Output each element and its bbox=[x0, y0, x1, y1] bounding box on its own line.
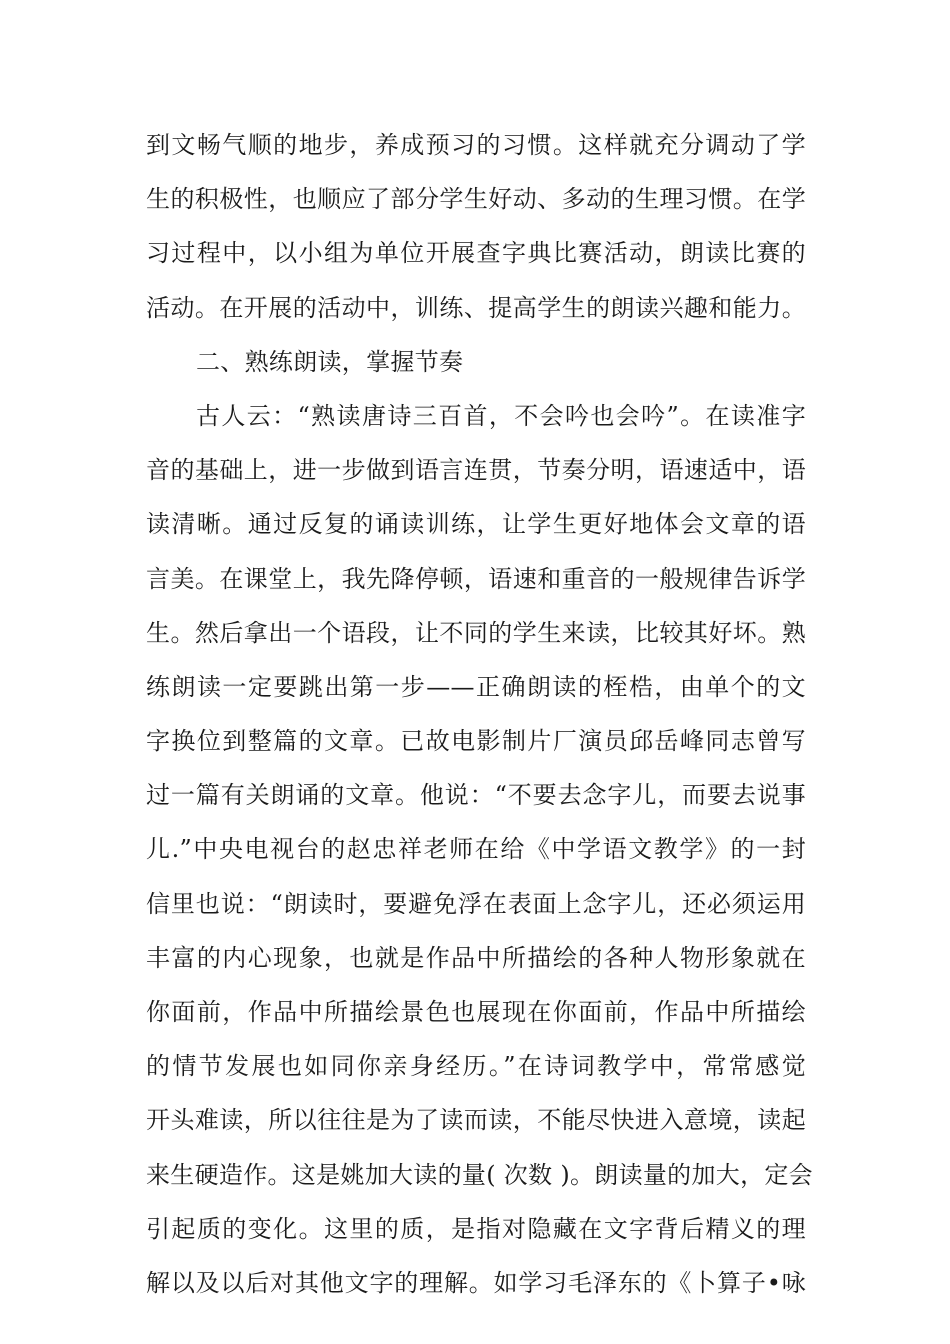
text-line: 读清晰。通过反复的诵读训练，让学生更好地体会文章的语 bbox=[146, 510, 806, 539]
text-line: 音的基础上，进一步做到语言连贯，节奏分明，语速适中，语 bbox=[146, 456, 806, 485]
body-text bbox=[146, 118, 813, 1310]
text-line: 儿.”中央电视台的赵忠祥老师在给《中学语文教学》的一封 bbox=[146, 835, 806, 864]
text-line: 言美。在课堂上，我先降停顿，语速和重音的一般规律告诉学 bbox=[146, 564, 806, 593]
text-line: 字换位到整篇的文章。已故电影制片厂演员邱岳峰同志曾写 bbox=[146, 727, 806, 756]
text-line: 开头难读，所以往往是为了读而读，不能尽快进入意境，读起 bbox=[146, 1106, 806, 1135]
text-line: 习过程中，以小组为单位开展查字典比赛活动，朗读比赛的 bbox=[146, 239, 806, 268]
text-line: 过一篇有关朗诵的文章。他说：“不要去念字儿，而要去说事 bbox=[146, 781, 806, 810]
text-line: 信里也说：“朗读时，要避免浮在表面上念字儿，还必须运用 bbox=[146, 889, 806, 918]
text-line: 的情节发展也如同你亲身经历。”在诗词教学中，常常感觉 bbox=[146, 1052, 806, 1081]
text-line: 练朗读一定要跳出第一步——正确朗读的桎梏，由单个的文 bbox=[146, 672, 806, 701]
text-line: 生。然后拿出一个语段，让不同的学生来读，比较其好坏。熟 bbox=[146, 618, 806, 647]
text-line: 你面前，作品中所描绘景色也展现在你面前，作品中所描绘 bbox=[146, 998, 806, 1026]
text-line: 来生硬造作。这是姚加大读的量( 次数 )。朗读量的加大，定会 bbox=[146, 1160, 813, 1189]
text-line: 解以及以后对其他文字的理解。如学习毛泽东的《卜算子•咏 bbox=[146, 1268, 806, 1297]
text-line: 丰富的内心现象，也就是作品中所描绘的各种人物形象就在 bbox=[146, 943, 806, 972]
text-line: 古人云：“熟读唐诗三百首，不会吟也会吟”。在读准字 bbox=[196, 401, 806, 430]
text-line: 生的积极性，也顺应了部分学生好动、多动的生理习惯。在学 bbox=[146, 185, 806, 214]
section-heading: 二、熟练朗读，掌握节奏 bbox=[196, 347, 464, 376]
text-line: 引起质的变化。这里的质，是指对隐藏在文字背后精义的理 bbox=[146, 1214, 806, 1243]
text-line: 活动。在开展的活动中，训练、提高学生的朗读兴趣和能力。 bbox=[146, 293, 806, 322]
text-line: 到文畅气顺的地步，养成预习的习惯。这样就充分调动了学 bbox=[146, 131, 806, 159]
